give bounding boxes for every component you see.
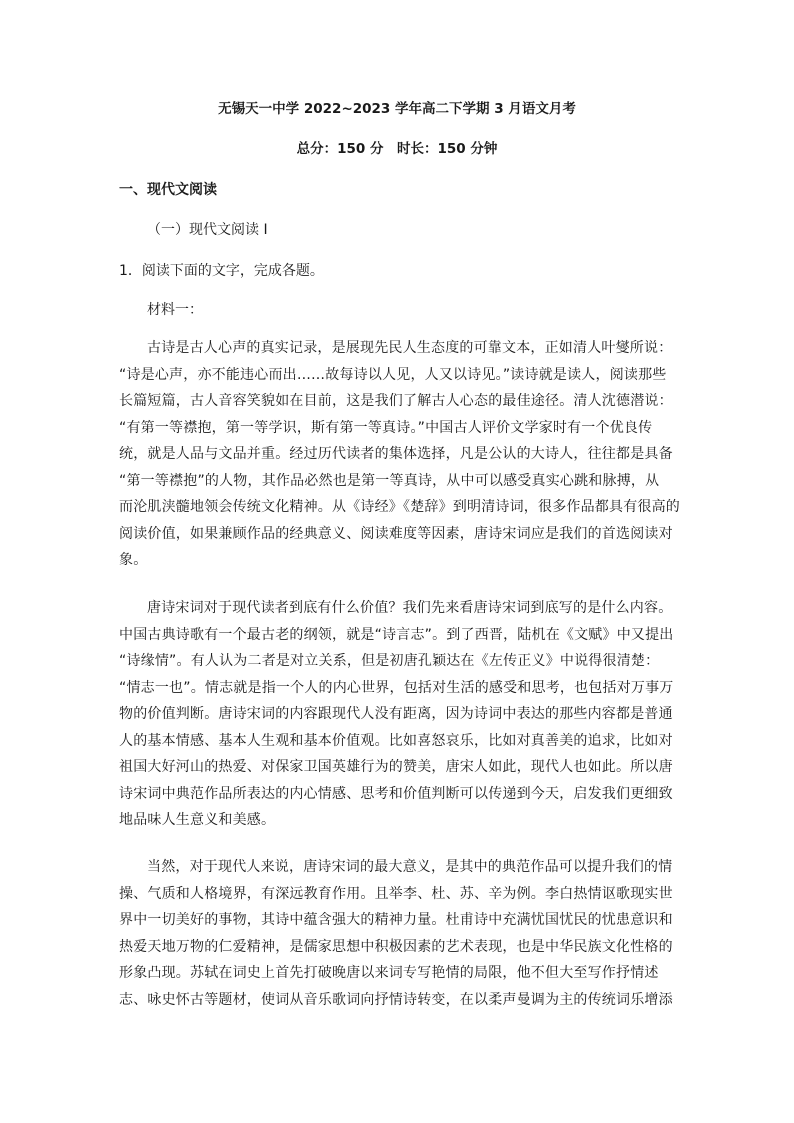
text-line: 而沦肌浃髓地领会传统文化精神。从《诗经》《楚辞》到明清诗词，很多作品都具有很高的 [119, 499, 680, 515]
exam-info: 总分：150 分 时长：150 分钟 [296, 141, 498, 157]
text-line: 当然，对于现代人来说，唐诗宋词的最大意义，是其中的典范作品可以提升我们的情 [147, 859, 673, 875]
text-line: 热爱天地万物的仁爱精神，是儒家思想中积极因素的艺术表现，也是中华民族文化性格的 [119, 938, 673, 955]
text-line: “诗是心声，亦不能违心而出……故每诗以人见，人又以诗见。”读诗就是读人，阅读那些 [119, 366, 667, 383]
text-line: 形象凸现。苏轼在词史上首先打破晚唐以来词专写艳情的局限，他不但大至写作抒情述 [119, 965, 659, 981]
text-line: 阅读价值，如果兼顾作品的经典意义、阅读难度等因素，唐诗宋词应是我们的首选阅读对 [119, 525, 673, 542]
text-line: 统，就是人品与文品并重。经过历代读者的集体选择，凡是公认的大诗人，往往都是具备 [119, 446, 673, 462]
text-line: 界中一切美好的事物，其诗中蕴含强大的精神力量。杜甫诗中充满忧国忧民的忧患意识和 [119, 912, 673, 928]
text-line: “诗缘情”。有人认为二者是对立关系，但是初唐孔颖达在《左传正义》中说得很清楚： [119, 653, 660, 669]
text-line: 人的基本情感、基本人生观和基本价值观。比如喜怒哀乐，比如对真善美的追求，比如对 [119, 732, 673, 749]
text-line: 唐诗宋词对于现代读者到底有什么价值？我们先来看唐诗宋词到底写的是什么内容。 [147, 600, 673, 616]
text-line: 古诗是古人心声的真实记录，是展现先民人生态度的可靠文本，正如清人叶燮所说： [147, 340, 673, 356]
question-prompt: 1．阅读下面的文字，完成各题。 [119, 263, 324, 279]
text-line: 象。 [119, 552, 148, 568]
text-line: 长篇短篇，古人音容笑貌如在目前，这是我们了解古人心态的最佳途径。清人沈德潜说： [119, 393, 673, 409]
material-label: 材料一： [147, 302, 203, 318]
paragraph-3 [119, 854, 674, 1013]
document-title: 无锡天一中学 2022~2023 学年高二下学期 3 月语文月考 [218, 101, 576, 117]
section-heading: 一、现代文阅读 [119, 182, 217, 198]
paragraph-2 [119, 595, 674, 834]
text-line: 物的价值判断。唐诗宋词的内容跟现代人没有距离，因为诗词中表达的那些内容都是普通 [119, 706, 673, 722]
text-line: “有第一等襟抱，第一等学识，斯有第一等真诗。”中国古人评价文学家时有一个优良传 [119, 419, 653, 436]
text-line: 操、气质和人格境界，有深远教育作用。且举李、杜、苏、辛为例。李白热情讴歌现实世 [119, 885, 673, 902]
text-line: 祖国大好河山的热爱、对保家卫国英雄行为的赞美，唐宋人如此，现代人也如此。所以唐 [119, 759, 673, 775]
text-line: 志、咏史怀古等题材，使词从音乐歌词向抒情诗转变，在以柔声曼调为主的传统词乐增添 [119, 991, 673, 1008]
paragraph-1 [119, 335, 680, 574]
text-line: 地品味人生意义和美感。 [119, 812, 276, 828]
text-line: “情志一也”。情志就是指一个人的内心世界，包括对生活的感受和思考，也包括对万事万 [119, 679, 674, 696]
subsection-heading: （一）现代文阅读 I [147, 222, 268, 238]
text-line: 中国古典诗歌有一个最古老的纲领，就是“诗言志”。到了西晋，陆机在《文赋》中又提出 [119, 626, 674, 643]
text-line: 诗宋词中典范作品所表达的内心情感、思考和价值判断可以传递到今天，启发我们更细致 [119, 785, 673, 802]
text-line: “第一等襟抱”的人物，其作品必然也是第一等真诗，从中可以感受真实心跳和脉搏，从 [119, 472, 660, 489]
